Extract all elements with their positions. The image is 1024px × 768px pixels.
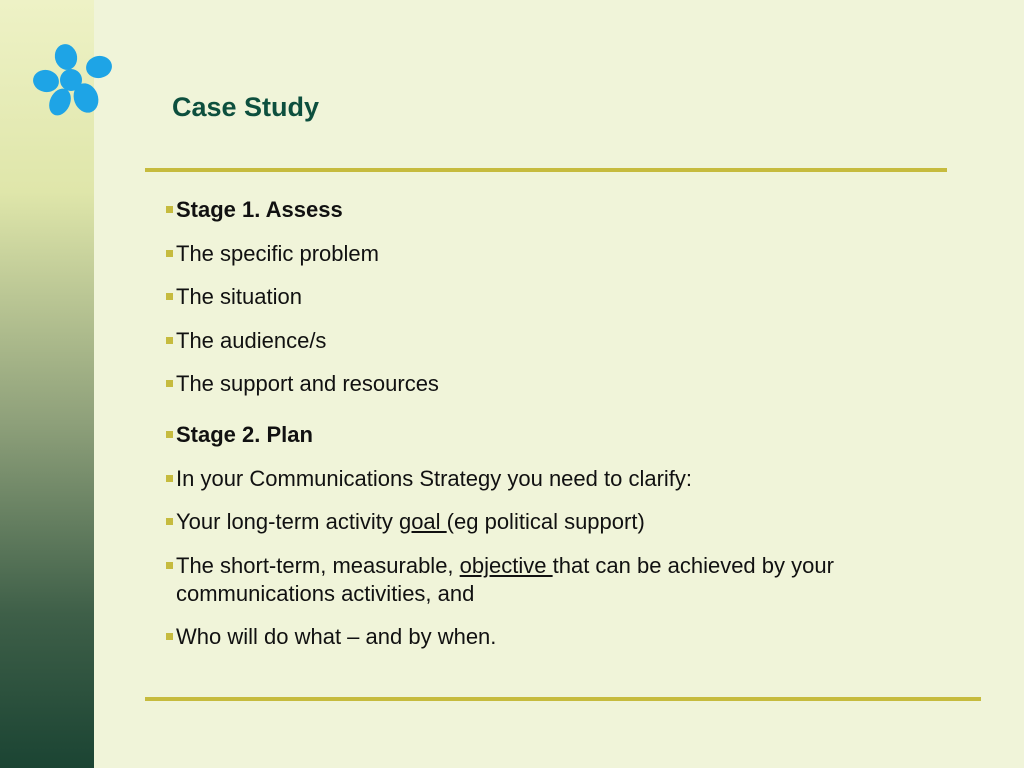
objective-text-post: that can be achieved by your communications activities, and xyxy=(176,552,834,606)
bullet-list xyxy=(164,196,964,651)
goal-link: goal xyxy=(398,509,447,534)
objective-link: objective xyxy=(459,552,553,578)
slide-title: Case Study xyxy=(172,92,320,122)
stage2-item-strategy: In your Communications Strategy you need to clarify: xyxy=(164,465,964,493)
stage1-item-situation: The situation xyxy=(164,283,964,311)
stage1-item-problem: The specific problem xyxy=(164,240,964,268)
goal-text-pre: Your long-term activity xyxy=(176,509,399,534)
top-divider xyxy=(145,168,947,172)
flower-icon xyxy=(28,40,120,122)
stage2-item-goal xyxy=(164,508,964,536)
objective-text-pre: The short-term, measurable, xyxy=(176,552,460,578)
goal-text-post: (eg political support) xyxy=(446,509,645,534)
stage1-item-support: The support and resources xyxy=(164,370,964,398)
stage1-item-audience: The audience/s xyxy=(164,327,964,355)
stage1-heading: Stage 1. Assess xyxy=(164,196,964,224)
stage2-heading: Stage 2. Plan xyxy=(164,421,964,449)
stage2-item-objective xyxy=(164,552,964,608)
stage2-item-who: Who will do what – and by when. xyxy=(164,623,964,651)
bottom-divider xyxy=(145,697,981,701)
